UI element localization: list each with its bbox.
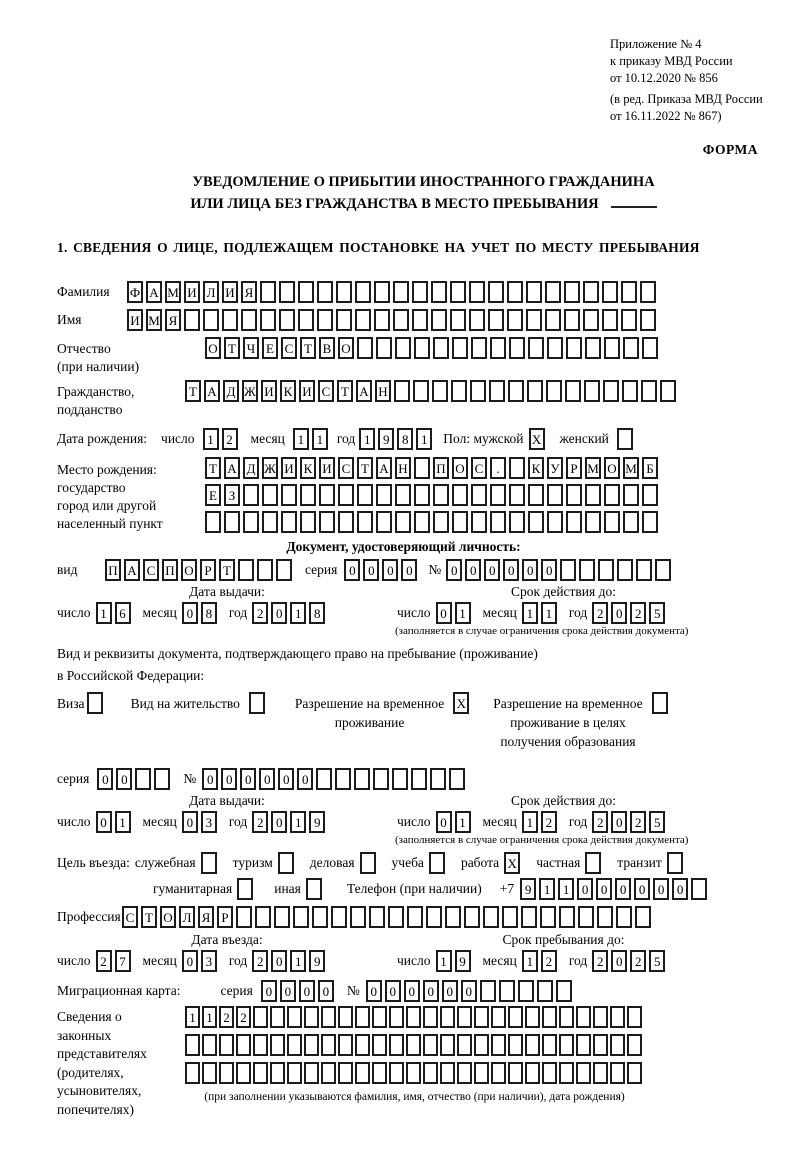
- temp-residence-education-option-label: Разрешение на временное проживание в целях получения образования: [493, 696, 643, 749]
- given-name-input[interactable]: И М Я: [127, 309, 659, 331]
- day-label: число: [57, 605, 91, 620]
- issue-date-heading: Дата выдачи:: [189, 793, 265, 808]
- day-label: число: [161, 431, 195, 446]
- birth-place-row3-input[interactable]: [205, 511, 661, 533]
- visit-purpose-row-2: [153, 878, 790, 900]
- order-reference: [610, 36, 800, 125]
- form-title: [57, 171, 790, 215]
- birth-month-input[interactable]: 1 1: [293, 428, 331, 450]
- legal-representatives-inputs: [185, 1006, 644, 1119]
- stay-until-heading: Срок пребывания до:: [502, 932, 625, 947]
- doc-type-label: вид: [57, 562, 78, 577]
- profession-label: Профессия: [57, 909, 121, 924]
- phone-prefix: +7: [499, 881, 515, 896]
- year-label: год: [336, 431, 356, 446]
- patronymic-label: Отчество (при наличии): [57, 341, 140, 374]
- day-label: число: [397, 605, 431, 620]
- purpose-study-label: учеба: [391, 855, 424, 870]
- year-label: год: [228, 814, 248, 829]
- purpose-tourism-checkbox[interactable]: [278, 852, 297, 874]
- expiry-date-heading: Срок действия до:: [511, 584, 616, 599]
- doc-number-input[interactable]: 0 0 0 0 0 0: [446, 559, 674, 581]
- migration-number-label: №: [346, 983, 360, 998]
- residence-expiry-year-input[interactable]: 2 0 2 5: [592, 811, 668, 833]
- purpose-humanitarian-checkbox[interactable]: [237, 878, 256, 900]
- patronymic-input[interactable]: О Т Ч Е С Т В О: [205, 337, 661, 359]
- ref-line-appendix: Приложение № 4: [610, 37, 702, 51]
- temp-residence-education-checkbox[interactable]: [652, 692, 671, 714]
- purpose-official-checkbox[interactable]: [201, 852, 220, 874]
- residence-doc-intro-1: Вид и реквизиты документа, подтверждающего право на пребывание (проживание): [57, 646, 538, 661]
- birth-place-row2-input[interactable]: Е З: [205, 484, 661, 506]
- sex-female-label: женский: [559, 431, 609, 446]
- section-1-heading: 1. СВЕДЕНИЯ О ЛИЦЕ, ПОДЛЕЖАЩЕМ ПОСТАНОВКЕ НА УЧЕТ ПО МЕСТУ ПРЕБЫВАНИЯ: [57, 240, 700, 255]
- doc-issue-month-input[interactable]: 0 8: [182, 602, 220, 624]
- visit-purpose-row-1: [57, 852, 790, 874]
- day-label: число: [57, 814, 91, 829]
- residence-permit-option-label: Вид на жительство: [130, 696, 240, 711]
- legal-representatives-label: Сведения о законных представителях (родителях, усыновителях, попечителях): [57, 1009, 147, 1117]
- given-name-label: Имя: [57, 312, 82, 327]
- year-label: год: [228, 953, 248, 968]
- profession-input[interactable]: С Т О Л Я Р: [122, 906, 654, 928]
- month-label: месяц: [482, 814, 517, 829]
- residence-permit-checkbox[interactable]: [249, 692, 268, 714]
- citizenship-label: Гражданство, подданство: [57, 384, 135, 417]
- expiry-note: (заполняется в случае ограничения срока действия документа): [395, 625, 689, 637]
- purpose-transit-checkbox[interactable]: [667, 852, 686, 874]
- ref-line-edition: (в ред. Приказа МВД России: [610, 92, 763, 106]
- expiry-date-heading: Срок действия до:: [511, 793, 616, 808]
- birth-year-input[interactable]: 1 9 8 1: [359, 428, 435, 450]
- purpose-private-label: частная: [536, 855, 581, 870]
- entry-day-input[interactable]: 2 7: [96, 950, 134, 972]
- doc-expiry-year-input[interactable]: 2 0 2 5: [592, 602, 668, 624]
- residence-number-input[interactable]: 0 0 0 0 0 0: [202, 768, 468, 790]
- temp-residence-checkbox[interactable]: X: [453, 692, 472, 714]
- birth-date-label: Дата рождения:: [57, 431, 148, 446]
- doc-series-input[interactable]: 0 0 0 0: [344, 559, 420, 581]
- doc-type-input[interactable]: П А С П О Р Т: [105, 559, 295, 581]
- legal-representatives-row2-input[interactable]: [185, 1034, 644, 1056]
- phone-label: Телефон (при наличии): [346, 881, 482, 896]
- title-blank-line: [611, 194, 657, 208]
- residence-number-label: №: [183, 771, 197, 786]
- identity-doc-dates: [57, 584, 790, 624]
- migration-number-input[interactable]: 0 0 0 0 0 0: [366, 980, 575, 1002]
- forma-label: ФОРМА: [702, 142, 758, 157]
- birth-place-row1-input[interactable]: Т А Д Ж И К И С Т А Н П О С . К У Р М О М Б: [205, 457, 661, 479]
- purpose-study-checkbox[interactable]: [429, 852, 448, 874]
- surname-label: Фамилия: [57, 284, 110, 299]
- entry-month-input[interactable]: 0 3: [182, 950, 220, 972]
- residence-doc-intro-2: в Российской Федерации:: [57, 668, 205, 683]
- residence-issue-month-input[interactable]: 0 3: [182, 811, 220, 833]
- month-label: месяц: [250, 431, 285, 446]
- legal-representatives-row3-input[interactable]: [185, 1062, 644, 1084]
- sex-female-checkbox[interactable]: [617, 428, 636, 450]
- doc-expiry-month-input[interactable]: 1 1: [522, 602, 560, 624]
- purpose-work-checkbox[interactable]: X: [504, 852, 523, 874]
- residence-doc-dates: [57, 793, 790, 833]
- migration-series-input[interactable]: 0 0 0 0: [261, 980, 337, 1002]
- year-label: год: [568, 814, 588, 829]
- month-label: месяц: [142, 814, 177, 829]
- identity-doc-heading: Документ, удостоверяющий личность:: [286, 539, 521, 554]
- residence-doc-options: [57, 692, 790, 751]
- entry-date-heading: Дата въезда:: [191, 932, 263, 947]
- birth-place-label: Место рождения: государство город или другой населенный пункт: [57, 462, 163, 531]
- doc-series-label: серия: [305, 562, 338, 577]
- doc-issue-year-input[interactable]: 2 0 1 8: [252, 602, 328, 624]
- purpose-work-label: работа: [460, 855, 500, 870]
- residence-expiry-month-input[interactable]: 1 2: [522, 811, 560, 833]
- day-label: число: [397, 953, 431, 968]
- ref-line-edition-date: от 16.11.2022 № 867): [610, 109, 722, 123]
- purpose-other-label: иная: [274, 881, 301, 896]
- birth-place-inputs: [205, 457, 661, 538]
- surname-input[interactable]: Ф А М И Л И Я: [127, 281, 659, 303]
- residence-series-input[interactable]: 0 0: [97, 768, 173, 790]
- doc-expiry-day-input[interactable]: 0 1: [436, 602, 474, 624]
- purpose-business-checkbox[interactable]: [360, 852, 379, 874]
- stay-until-month-input[interactable]: 1 2: [522, 950, 560, 972]
- purpose-official-label: служебная: [134, 855, 196, 870]
- purpose-tourism-label: туризм: [232, 855, 273, 870]
- temp-residence-option-label: Разрешение на временное проживание: [294, 696, 445, 730]
- migration-card-label: Миграционная карта:: [57, 983, 181, 998]
- legal-representatives-section: [57, 1006, 790, 1119]
- purpose-private-checkbox[interactable]: [585, 852, 604, 874]
- month-label: месяц: [482, 953, 517, 968]
- residence-issue-year-input[interactable]: 2 0 1 9: [252, 811, 328, 833]
- residence-series-label: серия: [57, 771, 90, 786]
- expiry-note: (заполняется в случае ограничения срока действия документа): [395, 834, 689, 846]
- stay-until-year-input[interactable]: 2 0 2 5: [592, 950, 668, 972]
- purpose-other-checkbox[interactable]: [306, 878, 325, 900]
- ref-line-date: от 10.12.2020 № 856: [610, 71, 718, 85]
- legal-representatives-note: (при заполнении указываются фамилия, имя, отчество (при наличии), дата рождения): [204, 1091, 625, 1103]
- month-label: месяц: [142, 953, 177, 968]
- phone-input[interactable]: 9 1 1 0 0 0 0 0 0: [520, 878, 710, 900]
- month-label: месяц: [142, 605, 177, 620]
- form-title-line1: УВЕДОМЛЕНИЕ О ПРИБЫТИИ ИНОСТРАННОГО ГРАЖДАНИНА: [192, 174, 655, 190]
- doc-number-label: №: [428, 562, 442, 577]
- visit-purpose-label: Цель въезда:: [57, 855, 130, 870]
- purpose-humanitarian-label: гуманитарная: [153, 881, 233, 896]
- issue-date-heading: Дата выдачи:: [189, 584, 265, 599]
- sex-male-label: Пол: мужской: [443, 431, 524, 446]
- day-label: число: [57, 953, 91, 968]
- migration-series-label: серия: [220, 983, 253, 998]
- purpose-transit-label: транзит: [617, 855, 662, 870]
- entry-year-input[interactable]: 2 0 1 9: [252, 950, 328, 972]
- day-label: число: [397, 814, 431, 829]
- visa-option-label: Виза: [57, 696, 85, 711]
- ref-line-order: к приказу МВД России: [610, 54, 733, 68]
- birth-day-input[interactable]: 1 2: [203, 428, 241, 450]
- month-label: месяц: [482, 605, 517, 620]
- residence-expiry-day-input[interactable]: 0 1: [436, 811, 474, 833]
- legal-representatives-row1-input[interactable]: 1 1 2 2: [185, 1006, 644, 1028]
- year-label: год: [568, 953, 588, 968]
- sex-male-checkbox[interactable]: X: [529, 428, 548, 450]
- year-label: год: [228, 605, 248, 620]
- visa-checkbox[interactable]: [87, 692, 106, 714]
- stay-until-day-input[interactable]: 1 9: [436, 950, 474, 972]
- purpose-business-label: деловая: [309, 855, 355, 870]
- residence-issue-day-input[interactable]: 0 1: [96, 811, 134, 833]
- form-title-line2: ИЛИ ЛИЦА БЕЗ ГРАЖДАНСТВА В МЕСТО ПРЕБЫВАНИЯ: [190, 196, 599, 212]
- year-label: год: [568, 605, 588, 620]
- citizenship-input[interactable]: Т А Д Ж И К И С Т А Н: [185, 380, 679, 402]
- doc-issue-day-input[interactable]: 1 6: [96, 602, 134, 624]
- entry-dates: [57, 932, 790, 972]
